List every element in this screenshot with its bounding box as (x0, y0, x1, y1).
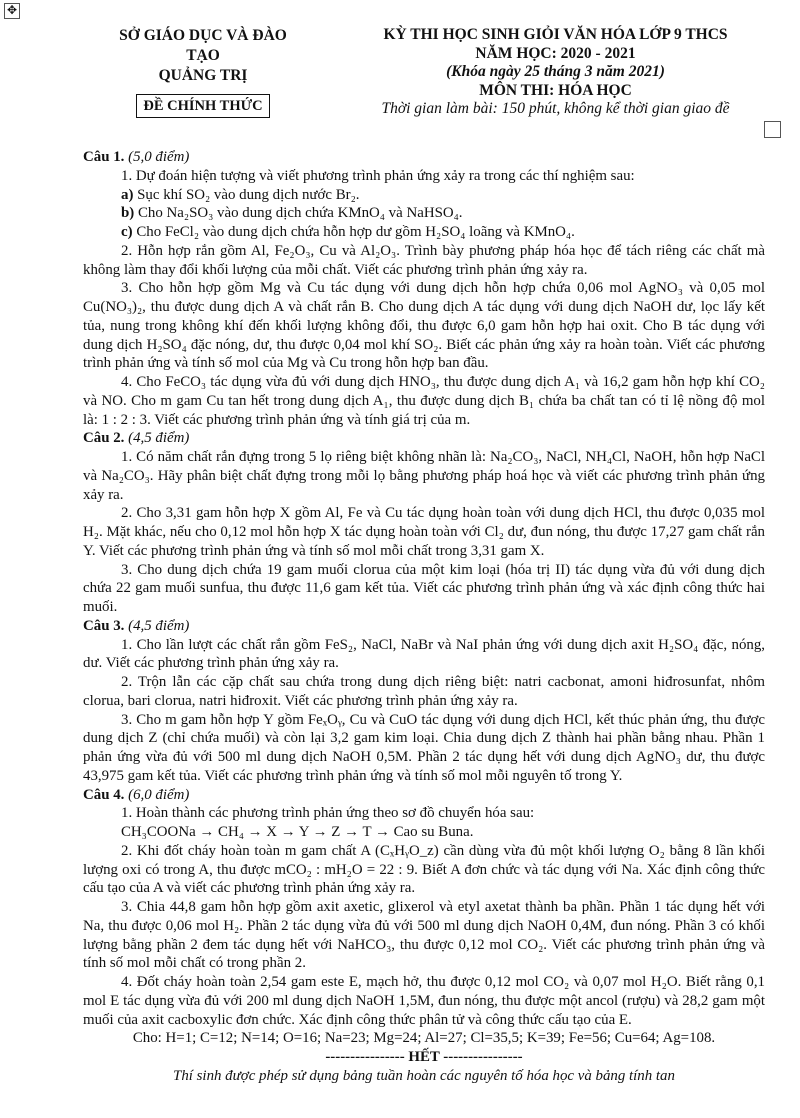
q4-reaction-scheme: CH₃COONa → CH₄ → X → Y → Z → T → Cao su Buna. (121, 824, 474, 840)
q1-item-b: b) Cho Na₂SO₃ vào dung dịch chứa KMnO₄ và NaHSO₄. (121, 205, 463, 222)
subject: MÔN THI: HÓA HỌC (479, 81, 632, 99)
q2-part-3: 3. Cho dung dịch chứa 19 gam muối clorua của một kim loại (hóa trị II) tác dụng vừa đủ với dung dịch chứa 22 gam muối sunfua, thu được 11,6 gam kết tủa. Viết các phương trình phản ứng và xác định công thức hai muối. (83, 561, 765, 615)
q2-part-2: 2. Cho 3,31 gam hỗn hợp X gồm Al, Fe và Cu tác dụng hoàn toàn với dung dịch HCl, thu được 0,035 mol H₂. Mặt khác, nếu cho 0,12 mol hỗn hợp X tác dụng hoàn toàn với Cl₂ dư, đun nóng, thu được 17,27 gam chất rắn Y. Viết các phương trình phản ứng và tính số mol mỗi chất trong 3,31 gam X. (83, 505, 765, 559)
q1-item-c: c) Cho FeCl₂ vào dung dịch chứa hỗn hợp dư gồm H₂SO₄ loãng và KMnO₄. (121, 224, 575, 240)
move-handle-icon[interactable]: ✥ (4, 3, 20, 19)
q1-part-2: 2. Hỗn hợp rắn gồm Al, Fe₂O₃, Cu và Al₂O₃. Trình bày phương pháp hóa học để tách riêng các chất mà không làm thay đổi khối lượng của mỗi chất. Viết các phương trình phản ứng xảy ra. (83, 242, 765, 278)
q4-part-3: 3. Chia 44,8 gam hỗn hợp gồm axit axetic, glixerol và etyl axetat thành ba phần. Phần 1 tác dụng hết với Na, thu được 0,06 mol H₂. Phần 2 tác dụng vừa đủ với 500 ml dung dịch NaOH 0,4M, đun nóng. Phần 3 có khối lượng bằng phần 2 đem tác dụng hết với NaHCO₃, thu được 0,12 mol CO₂. Viết các phương trình phản ứng và tính số mol mỗi chất có trong phần 2. (83, 899, 765, 972)
question-1-heading: Câu 1. (5,0 điểm) (83, 149, 190, 165)
atomic-masses: Cho: H=1; C=12; N=14; O=16; Na=23; Mg=24; Al=27; Cl=35,5; K=39; Fe=56; Cu=64; Ag=108. (132, 1030, 716, 1047)
header-right (348, 26, 763, 119)
q1-part-1: 1. Dự đoán hiện tượng và viết phương trình phản ứng xảy ra trong các thí nghiệm sau: (121, 167, 635, 184)
q3-part-1: 1. Cho lần lượt các chất rắn gồm FeS₂, NaCl, NaBr và NaI phản ứng với dung dịch axit H₂SO₄ đặc, nóng, dư. Viết các phương trình phản ứng xảy ra. (83, 636, 765, 672)
q4-part-4: 4. Đốt cháy hoàn toàn 2,54 gam este E, mạch hở, thu được 0,12 mol CO₂ và 0,07 mol H₂O. Biết rằng 0,1 mol E tác dụng vừa đủ với 200 ml dung dịch NaOH 1,5M, đun nóng, thu được một ancol (rượu) và 28,2 gam một muối của axit cacboxylic đơn chức. Xác định công thức phân tử và công thức cấu tạo của E. (83, 974, 765, 1028)
q3-part-2: 2. Trộn lẫn các cặp chất sau chứa trong dung dịch riêng biệt: natri cacbonat, amoni hiđrosunfat, nhôm clorua, bari clorua, natri hiđroxit. Viết các phương trình phản ứng xảy ra. (83, 674, 765, 709)
school-year: NĂM HỌC: 2020 - 2021 (475, 44, 636, 62)
header-left (118, 26, 288, 118)
q1-part-3: 3. Cho hỗn hợp gồm Mg và Cu tác dụng với dung dịch hỗn hợp chứa 0,06 mol AgNO₃ và 0,05 mol Cu(NO₃)₂, thu được dung dịch A và chất rắn B. Cho dung dịch A tác dụng với dung dịch NaOH dư, lọc lấy kết tủa, nung trong không khí đến khối lượng không đổi, thu được 6,0 gam hỗn hợp hai oxit. Cho B tác dụng với dung dịch H₂SO₄ đặc nóng, dư, thu được 0,04 mol khí SO₂. Biết các phản ứng xảy ra hoàn toàn. Viết các phương trình phản ứng và tính số mol của Mg và Cu trong hỗn hợp ban đầu. (83, 280, 765, 372)
corner-checkbox[interactable] (764, 121, 781, 138)
exam-body (83, 148, 765, 1086)
q4-part-1: 1. Hoàn thành các phương trình phản ứng theo sơ đồ chuyển hóa sau: (121, 805, 535, 822)
question-2-heading: Câu 2. (4,5 điểm) (83, 430, 190, 447)
exam-title: KỲ THI HỌC SINH GIỎI VĂN HÓA LỚP 9 THCS (383, 26, 728, 43)
department-name: SỞ GIÁO DỤC VÀ ĐÀO TẠO (119, 27, 287, 64)
q1-item-a: a) Sục khí SO₂ vào dung dịch nước Br₂. (121, 186, 360, 203)
province-name: QUẢNG TRỊ (158, 67, 248, 84)
q1-part-4: 4. Cho FeCO₃ tác dụng vừa đủ với dung dịch HNO₃, thu được dung dịch A₁ và 16,2 gam hỗn hợp khí CO₂ và NO. Cho m gam Cu tan hết trong dung dịch A₁, thu được dung dịch B₁ chứa ba chất tan có tỉ lệ nồng độ mol là: 1 : 2 : 3. Viết các phương trình phản ứng và tính giá trị của m. (83, 374, 765, 428)
exam-date: (Khóa ngày 25 tháng 3 năm 2021) (446, 63, 665, 81)
question-4-heading: Câu 4. (6,0 điểm) (83, 786, 190, 803)
footnote: Thí sinh được phép sử dụng bảng tuần hoàn các nguyên tố hóa học và bảng tính tan (173, 1067, 675, 1084)
duration: Thời gian làm bài: 150 phút, không kể thời gian giao đề (381, 100, 730, 118)
q3-part-3: 3. Cho m gam hỗn hợp Y gồm FeₓOᵧ, Cu và CuO tác dụng với dung dịch HCl, kết thúc phản ứng, thu được dung dịch Z (chỉ chứa muối) và còn lại 3,2 gam kim loại. Chia dung dịch Z thành hai phần bằng nhau. Phần 1 phản ứng vừa đủ với 500 ml dung dịch NaOH 0,5M. Phần 2 tác dụng hết với dung dịch AgNO₃ dư, thu được 43,975 gam kết tủa. Viết các phương trình phản ứng và tính số mol mỗi nguyên tố trong Y. (83, 711, 765, 784)
question-3-heading: Câu 3. (4,5 điểm) (83, 617, 190, 634)
official-exam-badge: ĐỀ CHÍNH THỨC (136, 94, 269, 118)
end-marker: ---------------- HẾT ---------------- (325, 1049, 523, 1065)
q4-part-2: 2. Khi đốt cháy hoàn toàn m gam chất A (CₓHᵧO_z) cần dùng vừa đủ một khối lượng O₂ bằng 8 lần khối lượng oxi có trong A, thu được mCO₂ : mH₂O = 22 : 9. Biết A đơn chức và tác dụng với Na. Xác định công thức cấu tạo của A và viết các phương trình phản ứng xảy ra. (83, 842, 765, 897)
q2-part-1: 1. Có năm chất rắn đựng trong 5 lọ riêng biệt không nhãn là: Na₂CO₃, NaCl, NH₄Cl, NaOH, hỗn hợp NaCl và Na₂CO₃. Hãy phân biệt chất đựng trong mỗi lọ bằng phương pháp hoá học và viết các phương trình phản ứng xảy ra. (83, 449, 765, 503)
